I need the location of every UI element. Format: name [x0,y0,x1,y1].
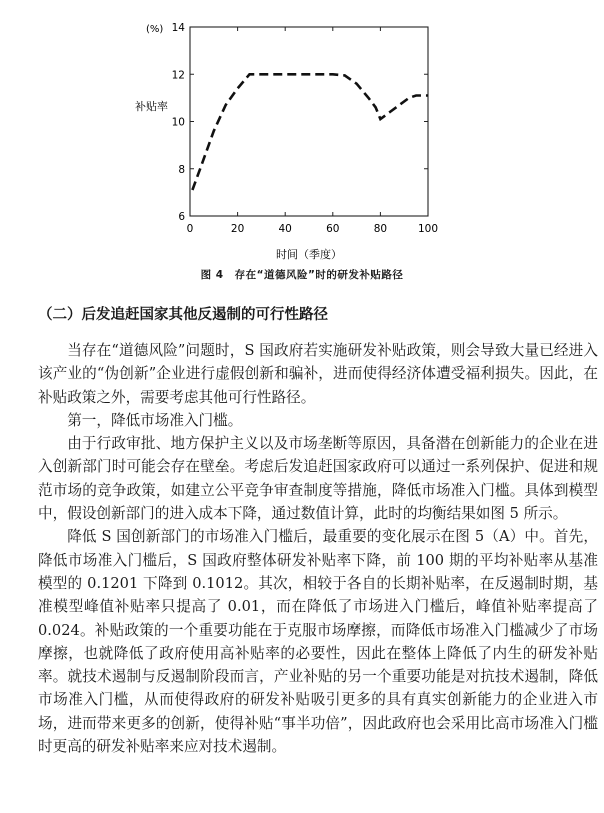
y-axis-label: 补贴率 [135,100,168,113]
section-heading: （二）后发追赶国家其他反遏制的可行性路径 [38,307,328,323]
y-unit-label: (%) [146,24,164,35]
y-tick-label: 14 [171,22,185,34]
y-tick-label: 8 [178,163,185,176]
subsidy-rate-chart [0,0,604,265]
x-tick-label: 0 [186,223,194,235]
body-text [38,339,598,758]
x-tick-label: 40 [278,223,292,235]
y-tick-label: 12 [171,69,185,82]
figure-caption: 图 4 存在“道德风险”时的研发补贴路径 [200,269,404,281]
x-tick-label: 80 [373,223,388,235]
paragraph: 降低 S 国创新部门的市场准入门槛后，最重要的变化展示在图 5（A）中。首先，降低市场准入门槛后，S 国政府整体研发补贴率下降，前 100 期的平均补贴率从基准模型的 0.1201 下降到 0.1012。其次，相较于各自的长期补贴率，在反遏制时期，基准模型峰值补贴率只提高了 0.01，而在降低了市场进入门槛后，峰值补贴率提高了 0.024。补贴政策的一个重要功能在于克服市场摩擦，而降低市场准入门槛减少了市场摩擦，也就降低了政府使用高补贴率的必要性，因此在整体上降低了内生的研发补贴率。就技术遏制与反遏制阶段而言，产业补贴的另一个重要功能是对抗技术遏制，降低市场准入门槛，从而使得政府的研发补贴吸引更多的具有真实创新能力的企业进入市场，进而带来更多的创新，使得补贴“事半功倍”，因此政府也会采用比高市场准入门槛时更高的研发补贴率来应对技术遏制。 [38,528,598,756]
paragraph: 当存在“道德风险”问题时，S 国政府若实施研发补贴政策，则会导致大量已经进入该产业的“伪创新”企业进行虚假创新和骗补，进而使得经济体遭受福利损失。因此，在补贴政策之外，需要考虑其他可行性路径。 [38,342,598,406]
x-tick-label: 100 [417,223,439,235]
plot-frame [190,27,428,216]
y-tick-label: 10 [171,116,185,129]
y-tick-label: 6 [178,211,185,223]
paragraph: 由于行政审批、地方保护主义以及市场垄断等原因，具备潜在创新能力的企业在进入创新部门时可能会存在壁垒。考虑后发追赶国家政府可以通过一系列保护、促进和规范市场的竞争政策，如建立公平竞争审查制度等措施，降低市场准入门槛。具体到模型中，假设创新部门的进入成本下降，通过数值计算，此时的均衡结果如图 5 所示。 [38,435,598,523]
series-line [192,74,428,190]
x-tick-label: 20 [230,223,245,235]
x-tick-label: 60 [326,223,340,235]
x-axis-label: 时间（季度） [276,248,342,261]
paragraph: 第一，降低市场准入门槛。 [67,411,243,429]
